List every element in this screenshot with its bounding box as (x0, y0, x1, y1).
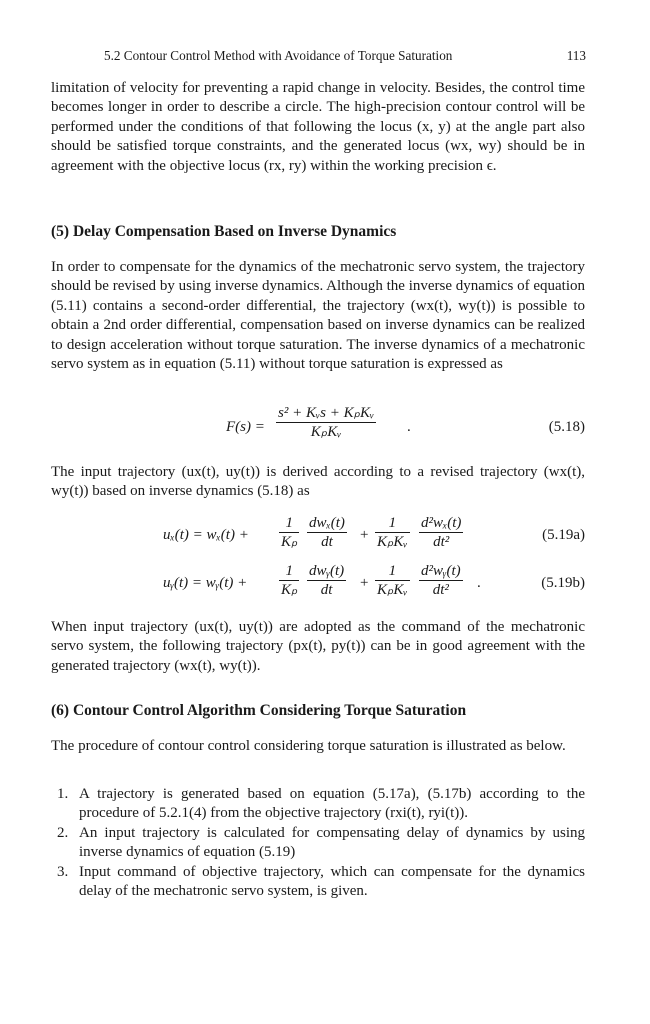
section6-paragraph: The procedure of contour control considering torque saturation is illustrated as below. (51, 738, 566, 754)
equation-5-19b: uᵧ(t) = wᵧ(t) + 1 Kₚ dwᵧ(t) dt + 1 KₚKᵥ d²wᵧ(t) dt² . (5.19b) (163, 563, 585, 598)
section5-paragraph2: The input trajectory (ux(t), uy(t)) is derived according to a revised trajectory (wx(t), wy(t)) based on inverse dynamics (5.18) as (51, 464, 585, 500)
eq519b-frac2: dwᵧ(t) dt (309, 563, 345, 598)
running-head-title: 5.2 Contour Control Method with Avoidance of Torque Saturation (104, 48, 453, 63)
eq519a-label: (5.19a) (542, 527, 585, 543)
eq518-fraction (276, 404, 376, 441)
section-heading-5: (5) Delay Compensation Based on Inverse Dynamics (51, 223, 397, 240)
eq519a-frac2: dwₓ(t) dt (309, 515, 345, 550)
eq518-period: . (407, 419, 411, 435)
list-item: 3. Input command of objective trajectory, which can compensate for the dynamics delay of the mechatronic servo system, is given. (57, 863, 585, 900)
section5-paragraph3: When input trajectory (ux(t), uy(t)) are adopted as the command of the mechatronic servo system, the following trajectory (px(t), py(t)) can be in good agreement with the generated trajectory (wx(t), wy(t)). (51, 619, 585, 674)
eq518-numerator: s² + Kᵥs + KₚKᵥ (278, 405, 375, 421)
section-heading-6: (6) Contour Control Algorithm Considering Torque Saturation (51, 702, 467, 719)
list-item: 1. A trajectory is generated based on equation (5.17a), (5.17b) according to the procedure of 5.2.1(4) from the objective trajectory (rxi(t), ryi(t)). (57, 786, 585, 822)
eq518-label: (5.18) (548, 419, 585, 435)
eq519b-frac4: d²wᵧ(t) dt² (421, 563, 461, 598)
eq518-denominator: KₚKᵥ (310, 424, 342, 440)
list-item: 2. An input trajectory is calculated for compensating delay of dynamics by using inverse dynamics of equation (5.19) (57, 824, 585, 861)
eq518-lhs: F(s) = (226, 419, 265, 435)
eq519a-frac1: 1 Kₚ (281, 515, 298, 550)
eq519b-label: (5.19b) (541, 575, 585, 591)
eq519a-frac3: 1 KₚKᵥ (377, 515, 408, 550)
eq519a-frac4: d²wₓ(t) dt² (421, 515, 462, 550)
page-number: 113 (566, 48, 586, 63)
eq519b-frac3: 1 KₚKᵥ (377, 563, 408, 598)
eq519a-lhs: uₓ(t) = wₓ(t) + (163, 527, 249, 543)
intro-paragraph: limitation of velocity for preventing a rapid change in velocity. Besides, the control time becomes longer in order to describe a circle. The high-precision contour control will be performed under the conditions of that following the locus (x, y) at the angle part also should be satisfied torque constraints, and the generated locus (wx, wy) should be in agreement with the objective locus (rx, ry) within the working precision ϵ. (51, 80, 585, 174)
procedure-list (51, 785, 585, 901)
section5-paragraph: In order to compensate for the dynamics of the mechatronic servo system, the trajectory should be revised by using inverse dynamics. Although the inverse dynamics of equation (5.11) contains a second-order differential, the trajectory (wx(t), wy(t)) is possible to obtain a 2nd order differential, compensation based on inverse dynamics can be realized to design acceleration without torque saturation. The inverse dynamics of a mechatronic servo system as in equation (5.11) without torque saturation is expressed as (51, 259, 585, 373)
eq519b-lhs: uᵧ(t) = wᵧ(t) + (163, 575, 248, 591)
running-head (104, 47, 586, 65)
equation-5-18 (51, 404, 585, 452)
eq519b-frac1: 1 Kₚ (281, 563, 298, 598)
equation-5-19a: uₓ(t) = wₓ(t) + 1 Kₚ dwₓ(t) dt + 1 KₚKᵥ d²wₓ(t) dt² (5.19a) (163, 515, 585, 550)
